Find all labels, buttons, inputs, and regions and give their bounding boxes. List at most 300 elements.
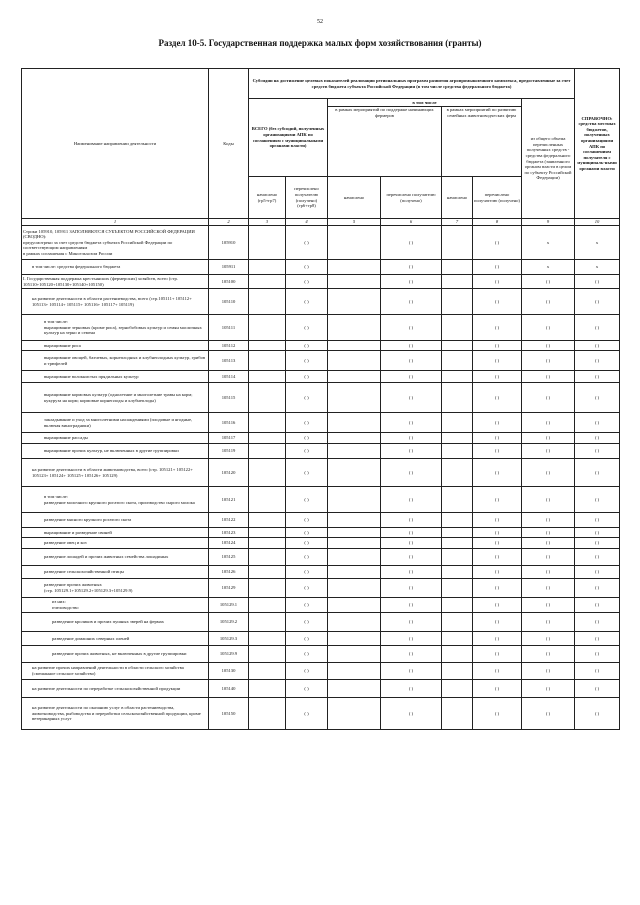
- value-cell: ( ): [473, 698, 522, 730]
- value-cell: ( ): [381, 275, 442, 289]
- row-name: [22, 513, 209, 528]
- row-name-line: в том числе: средства федерального бюджета: [32, 264, 121, 270]
- value-cell: ( ): [473, 663, 522, 680]
- value-cell: ( ): [286, 289, 328, 315]
- value-cell: ( ): [286, 260, 328, 275]
- row-code: 105129: [209, 579, 249, 598]
- value-cell: ( ): [522, 538, 575, 549]
- value-cell: ( ): [473, 383, 522, 413]
- table-row: [22, 226, 620, 260]
- value-cell: ( ): [575, 315, 620, 341]
- empty-cell: [249, 289, 286, 315]
- value-cell: ( ): [473, 289, 522, 315]
- value-cell: ( ): [575, 341, 620, 351]
- row-name-line: разведение лошадей и прочих животных семейства лошадиных: [44, 554, 169, 560]
- value-cell: ( ): [381, 315, 442, 341]
- row-name: [22, 433, 209, 444]
- header-reference: СПРАВОЧНО: средства местных бюджетов, полученных организациями АПК по соглашениям получателя с муниципаль-ными органами власти: [575, 69, 620, 219]
- table-row: [22, 632, 620, 646]
- row-name-line: пчеловодство: [52, 605, 79, 610]
- row-name-line: Строки 105910, 105911 ЗАПОЛНЯЮТСЯ СУБЪЕКТОМ РОССИЙСКОЙ ФЕДЕРАЦИИ (СВОДНО):: [23, 228, 195, 240]
- value-cell: ( ): [286, 579, 328, 598]
- value-cell: ( ): [473, 538, 522, 549]
- value-cell: ( ): [473, 549, 522, 566]
- value-cell: ( ): [473, 646, 522, 663]
- value-cell: ( ): [473, 613, 522, 632]
- value-cell: ( ): [575, 513, 620, 528]
- empty-cell: [442, 226, 473, 260]
- row-name-line: (стр. 105129.1+105129.2+105129.3+105129.9): [44, 588, 133, 593]
- row-name: [22, 413, 209, 433]
- column-number: 9: [522, 219, 575, 226]
- empty-cell: [249, 433, 286, 444]
- value-cell: ( ): [381, 260, 442, 275]
- row-code: 105140: [209, 680, 249, 698]
- row-name: [22, 315, 209, 341]
- row-code: 105124: [209, 538, 249, 549]
- value-cell: ( ): [286, 459, 328, 487]
- value-cell: ( ): [473, 680, 522, 698]
- row-code: 105122: [209, 513, 249, 528]
- empty-cell: [249, 413, 286, 433]
- value-cell: ( ): [286, 341, 328, 351]
- row-name-line: из них:: [52, 599, 66, 605]
- value-cell: ( ): [575, 566, 620, 579]
- value-cell: ( ): [575, 444, 620, 459]
- empty-cell: [442, 289, 473, 315]
- column-number: 7: [442, 219, 473, 226]
- empty-cell: [249, 528, 286, 538]
- value-cell: ( ): [522, 598, 575, 613]
- row-name-line: на развитие деятельности в области растениеводства, всего (стр.105111+ 105112+ 105113+ 105114+ 105115+ 105116+ 105117+ 105119): [32, 295, 192, 307]
- empty-cell: [328, 341, 381, 351]
- subsidy-table: [21, 68, 620, 730]
- value-cell: ( ): [522, 549, 575, 566]
- empty-cell: [249, 613, 286, 632]
- empty-cell: [328, 513, 381, 528]
- row-name-line: в рамках соглашения с Минсельхозом России: [23, 250, 113, 256]
- row-code: 105100: [209, 275, 249, 289]
- row-name-line: на развитие деятельности по переработке сельскохозяйственной продукции: [32, 685, 181, 691]
- column-number: 2: [209, 219, 249, 226]
- empty-cell: [442, 383, 473, 413]
- table-row: [22, 315, 620, 341]
- empty-cell: [442, 371, 473, 383]
- row-code: 105911: [209, 260, 249, 275]
- empty-cell: [442, 351, 473, 371]
- value-cell: ( ): [381, 413, 442, 433]
- empty-cell: [328, 598, 381, 613]
- row-name: [22, 698, 209, 730]
- value-cell: ( ): [381, 698, 442, 730]
- value-cell: ( ): [381, 351, 442, 371]
- empty-cell: [442, 433, 473, 444]
- empty-cell: [442, 632, 473, 646]
- empty-cell: [328, 566, 381, 579]
- value-cell: ( ): [522, 680, 575, 698]
- value-cell: ( ): [522, 528, 575, 538]
- value-cell: ( ): [286, 226, 328, 260]
- row-name-line: разведение прочих животных: [44, 582, 102, 588]
- header-transferred-total: перечислено получателю (получено) (гр6+гр8): [286, 177, 328, 219]
- value-cell: ( ): [473, 315, 522, 341]
- value-cell: ( ): [522, 371, 575, 383]
- empty-cell: [442, 341, 473, 351]
- value-cell: ( ): [473, 275, 522, 289]
- value-cell: ( ): [286, 646, 328, 663]
- header-family-farms: в рамках мероприятий по развитию семейных животноводческих ферм: [442, 107, 522, 177]
- row-name: [22, 646, 209, 663]
- empty-cell: [328, 371, 381, 383]
- value-cell: ( ): [522, 566, 575, 579]
- value-cell: ( ): [286, 315, 328, 341]
- empty-cell: [328, 632, 381, 646]
- value-cell: ( ): [381, 444, 442, 459]
- column-number: 1: [22, 219, 209, 226]
- value-cell: ( ): [286, 413, 328, 433]
- row-code: 105112: [209, 341, 249, 351]
- table-row: [22, 260, 620, 275]
- row-name-line: на развитие прочих направлений деятельности в области сельского хозяйства (смешанное сельское хозяйство): [32, 665, 184, 676]
- value-cell: ( ): [286, 613, 328, 632]
- row-name: [22, 598, 209, 613]
- row-name: [22, 632, 209, 646]
- value-cell: ( ): [473, 433, 522, 444]
- row-name: [22, 371, 209, 383]
- value-cell: ( ): [575, 413, 620, 433]
- table-header: [22, 69, 620, 226]
- value-cell: ( ): [286, 549, 328, 566]
- empty-cell: [249, 351, 286, 371]
- row-code: 105125: [209, 549, 249, 566]
- value-cell: ( ): [522, 579, 575, 598]
- header-main-group: Субсидии на достижение целевых показателей реализации региональных программ развития агропромышленного комплекса, предоставленные за счет средств бюджета субъекта Российской Федерации (в том числе средства федерального бюджета): [249, 69, 575, 99]
- value-cell: ( ): [473, 459, 522, 487]
- empty-cell: [249, 315, 286, 341]
- row-name: [22, 579, 209, 598]
- empty-cell: [442, 613, 473, 632]
- row-name-line: разведение молочного крупного рогатого скота, производство сырого молока: [44, 499, 195, 505]
- table-row: [22, 459, 620, 487]
- empty-cell: [442, 260, 473, 275]
- row-code: 105130: [209, 663, 249, 680]
- value-cell: ( ): [522, 413, 575, 433]
- row-name: [22, 226, 209, 260]
- row-name-line: разведение прочих животных, не включенных в другие группировки: [52, 651, 187, 657]
- row-code: 105110: [209, 289, 249, 315]
- row-name: [22, 613, 209, 632]
- empty-cell: [328, 528, 381, 538]
- header-name-column: Наименование направлении деятельности: [22, 69, 209, 219]
- value-cell: ( ): [522, 383, 575, 413]
- row-name-line: разведение мясного крупного рогатого скота: [44, 517, 132, 523]
- row-code: 105114: [209, 371, 249, 383]
- empty-cell: [328, 383, 381, 413]
- row-code: 105129.9: [209, 646, 249, 663]
- table-body: [22, 226, 620, 730]
- row-name: [22, 528, 209, 538]
- row-name: [22, 275, 209, 289]
- value-cell: ( ): [381, 371, 442, 383]
- empty-cell: [328, 444, 381, 459]
- empty-cell: [442, 413, 473, 433]
- value-cell: ( ): [522, 632, 575, 646]
- row-code: 105129.2: [209, 613, 249, 632]
- table-row: [22, 680, 620, 698]
- value-cell: ( ): [381, 226, 442, 260]
- column-number: 8: [473, 219, 522, 226]
- empty-cell: [249, 226, 286, 260]
- value-cell: ( ): [381, 646, 442, 663]
- row-name-line: I. Государственная поддержка крестьянских (фермерских) хозяйств, всего (стр. 105110+105120+105130+105140+105150): [23, 275, 178, 287]
- value-cell: ( ): [473, 598, 522, 613]
- row-code: 105120: [209, 459, 249, 487]
- empty-cell: [442, 566, 473, 579]
- value-cell: ( ): [575, 632, 620, 646]
- table-row: [22, 613, 620, 632]
- value-cell: ( ): [575, 289, 620, 315]
- row-code: 105129.3: [209, 632, 249, 646]
- value-cell: ( ): [286, 383, 328, 413]
- value-cell: ( ): [381, 289, 442, 315]
- empty-cell: [249, 383, 286, 413]
- column-number: 3: [249, 219, 286, 226]
- empty-cell: [328, 351, 381, 371]
- value-cell: ( ): [381, 538, 442, 549]
- empty-cell: [249, 260, 286, 275]
- empty-cell: [328, 538, 381, 549]
- value-cell: ( ): [522, 341, 575, 351]
- column-number: 4: [286, 219, 328, 226]
- value-cell: ( ): [522, 444, 575, 459]
- empty-cell: [328, 289, 381, 315]
- table-row: [22, 528, 620, 538]
- row-name-line: разведение овец и коз: [44, 540, 87, 546]
- value-cell: ( ): [575, 459, 620, 487]
- value-cell: ( ): [286, 513, 328, 528]
- value-cell: ( ): [381, 528, 442, 538]
- value-cell: ( ): [381, 598, 442, 613]
- empty-cell: [249, 566, 286, 579]
- row-name-line: выращивание рассады: [44, 435, 88, 441]
- value-cell: ( ): [473, 371, 522, 383]
- row-name-line: закладывание и уход за многолетними насаждениями (плодовые и ягодные, включая виноградники): [44, 416, 193, 428]
- table-row: [22, 433, 620, 444]
- value-cell: ( ): [381, 613, 442, 632]
- empty-cell: [328, 413, 381, 433]
- value-cell: ( ): [381, 663, 442, 680]
- row-name: [22, 549, 209, 566]
- value-cell: ( ): [381, 459, 442, 487]
- empty-cell: [328, 646, 381, 663]
- row-code: 105910: [209, 226, 249, 260]
- value-cell: ( ): [286, 351, 328, 371]
- value-cell: ( ): [575, 549, 620, 566]
- value-cell: ( ): [575, 698, 620, 730]
- column-number: 10: [575, 219, 620, 226]
- empty-cell: [328, 275, 381, 289]
- value-cell: ( ): [286, 680, 328, 698]
- empty-cell: [328, 459, 381, 487]
- empty-cell: [328, 698, 381, 730]
- row-code: 105126: [209, 566, 249, 579]
- value-cell: ( ): [473, 528, 522, 538]
- value-cell: ( ): [575, 487, 620, 513]
- row-name-line: выращивание и разведение свиней: [44, 529, 112, 535]
- value-cell: ( ): [575, 663, 620, 680]
- row-name-line: на развитие деятельности в области животноводства, всего (стр. 105121+ 105122+ 105123+ 105124+ 105125+ 105126+ 105129): [32, 466, 193, 478]
- value-cell: ( ): [473, 579, 522, 598]
- value-cell: ( ): [381, 383, 442, 413]
- row-name-line: предусмотрено за счет средств бюджета субъекта Российской Федерации по соответствующим направлениям: [23, 239, 173, 251]
- table-row: [22, 538, 620, 549]
- value-cell: ( ): [575, 598, 620, 613]
- header-accrued-total: начислено (гр5+гр7): [249, 177, 286, 219]
- empty-cell: [249, 275, 286, 289]
- value-cell: ( ): [575, 646, 620, 663]
- row-code: 105111: [209, 315, 249, 341]
- row-name-line: выращивание кормовых культур (однолетние и многолетние травы на корм; кукуруза на корм; кормовые корнеплоды и клубнеплоды): [44, 391, 193, 403]
- x-cell: x: [522, 226, 575, 260]
- empty-cell: [328, 663, 381, 680]
- value-cell: ( ): [286, 371, 328, 383]
- table-row: [22, 351, 620, 371]
- header-accrued-beginning: начислено: [328, 177, 381, 219]
- empty-cell: [249, 513, 286, 528]
- row-code: 105113: [209, 351, 249, 371]
- row-name: [22, 341, 209, 351]
- table-row: [22, 341, 620, 351]
- empty-cell: [328, 549, 381, 566]
- empty-cell: [249, 487, 286, 513]
- row-name: [22, 459, 209, 487]
- empty-cell: [328, 487, 381, 513]
- table-row: [22, 598, 620, 613]
- empty-cell: [249, 632, 286, 646]
- header-codes-column: Коды: [209, 69, 249, 219]
- value-cell: ( ): [575, 613, 620, 632]
- value-cell: ( ): [286, 487, 328, 513]
- table-row: [22, 371, 620, 383]
- header-transferred-family: перечислено получателю (получено): [473, 177, 522, 219]
- value-cell: ( ): [286, 275, 328, 289]
- row-name-line: в том числе:: [44, 493, 68, 499]
- row-name: [22, 538, 209, 549]
- x-cell: x: [575, 226, 620, 260]
- row-code: 105123: [209, 528, 249, 538]
- empty-cell: [442, 275, 473, 289]
- value-cell: ( ): [473, 444, 522, 459]
- row-code: 105121: [209, 487, 249, 513]
- value-cell: ( ): [381, 487, 442, 513]
- row-code: 105116: [209, 413, 249, 433]
- value-cell: ( ): [473, 413, 522, 433]
- table-row: [22, 566, 620, 579]
- header-transferred-beginning: перечислено получателю (получено): [381, 177, 442, 219]
- table-row: [22, 549, 620, 566]
- empty-cell: [249, 646, 286, 663]
- table-row: [22, 413, 620, 433]
- value-cell: ( ): [575, 275, 620, 289]
- page-number: 52: [317, 19, 323, 25]
- row-code: 105129.1: [209, 598, 249, 613]
- value-cell: ( ): [286, 538, 328, 549]
- value-cell: ( ): [522, 459, 575, 487]
- value-cell: ( ): [522, 613, 575, 632]
- value-cell: ( ): [473, 226, 522, 260]
- row-name: [22, 289, 209, 315]
- value-cell: ( ): [522, 275, 575, 289]
- row-name: [22, 260, 209, 275]
- empty-cell: [328, 226, 381, 260]
- value-cell: ( ): [286, 663, 328, 680]
- empty-cell: [442, 315, 473, 341]
- value-cell: ( ): [575, 680, 620, 698]
- value-cell: ( ): [522, 663, 575, 680]
- row-name-line: на развитие деятельности по оказанию услуг в области растениеводства, животноводства, рыбоводства и переработки сельскохозяйственной продукции, кроме ветеринарных услуг: [32, 705, 201, 722]
- value-cell: ( ): [381, 566, 442, 579]
- table-row: [22, 646, 620, 663]
- value-cell: ( ): [286, 598, 328, 613]
- header-from-total-volume: из общего объема перечисленных полученных средств - средства федерального бюджета (заявленного органом власти в целом по субъекту Российской Федерации): [522, 99, 575, 219]
- value-cell: ( ): [381, 513, 442, 528]
- empty-cell: [442, 680, 473, 698]
- value-cell: ( ): [522, 433, 575, 444]
- value-cell: ( ): [381, 579, 442, 598]
- row-name-line: выращивание прочих культур, не включенных в другие группировки: [44, 448, 179, 454]
- empty-cell: [442, 579, 473, 598]
- value-cell: ( ): [286, 433, 328, 444]
- value-cell: ( ): [286, 528, 328, 538]
- table-row: [22, 579, 620, 598]
- empty-cell: [442, 487, 473, 513]
- value-cell: ( ): [522, 351, 575, 371]
- row-code: 105115: [209, 383, 249, 413]
- column-numbers-row: [22, 219, 620, 226]
- value-cell: ( ): [286, 632, 328, 646]
- table-row: [22, 444, 620, 459]
- header-beginning-farmers: в рамках мероприятий по поддержке начинающих фермеров: [328, 107, 442, 177]
- row-name: [22, 487, 209, 513]
- row-name-line: в том числе:: [44, 319, 68, 325]
- empty-cell: [328, 260, 381, 275]
- value-cell: ( ): [286, 566, 328, 579]
- empty-cell: [442, 513, 473, 528]
- row-name: [22, 566, 209, 579]
- value-cell: ( ): [473, 260, 522, 275]
- table-row: [22, 663, 620, 680]
- empty-cell: [249, 549, 286, 566]
- empty-cell: [249, 341, 286, 351]
- empty-cell: [442, 663, 473, 680]
- row-code: 105119: [209, 444, 249, 459]
- empty-cell: [442, 646, 473, 663]
- value-cell: ( ): [575, 433, 620, 444]
- value-cell: ( ): [473, 341, 522, 351]
- table-row: [22, 275, 620, 289]
- column-number: 5: [328, 219, 381, 226]
- value-cell: ( ): [473, 566, 522, 579]
- table-row: [22, 487, 620, 513]
- value-cell: ( ): [522, 289, 575, 315]
- value-cell: ( ): [522, 698, 575, 730]
- value-cell: ( ): [381, 632, 442, 646]
- table-row: [22, 513, 620, 528]
- empty-cell: [249, 444, 286, 459]
- value-cell: ( ): [473, 351, 522, 371]
- empty-cell: [249, 698, 286, 730]
- empty-cell: [442, 538, 473, 549]
